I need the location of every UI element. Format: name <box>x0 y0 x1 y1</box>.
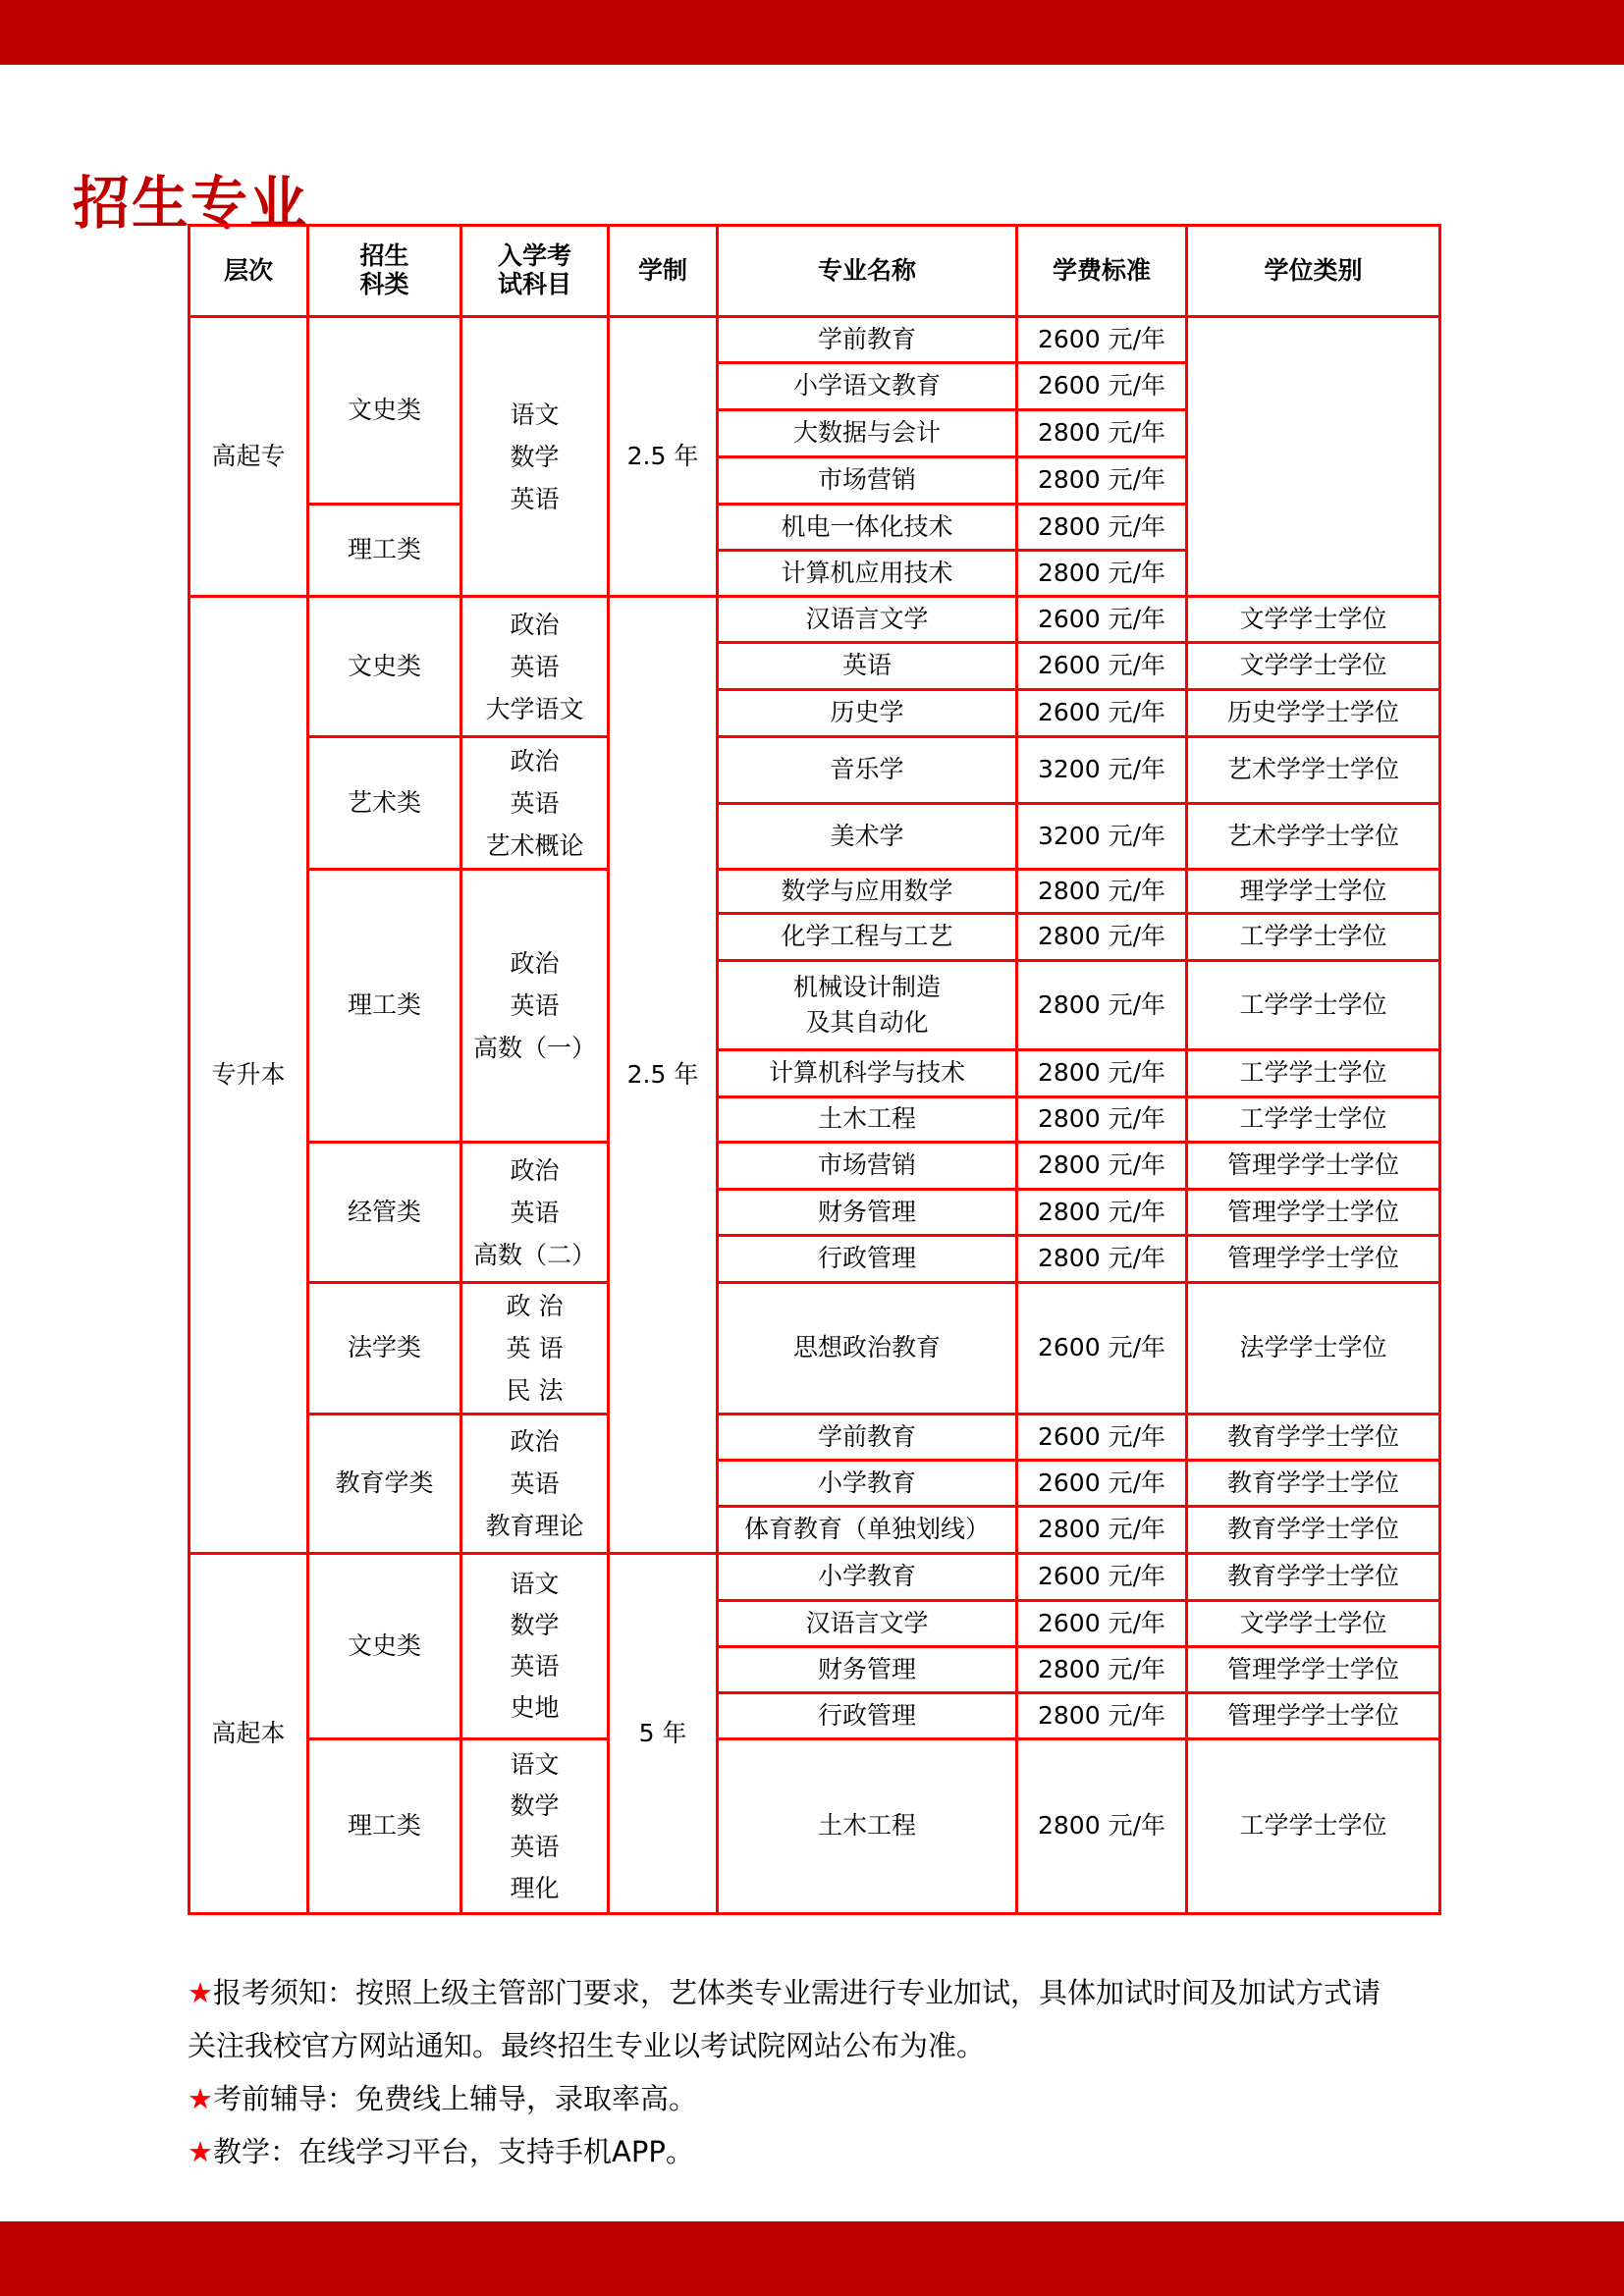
major-cell: 机电一体化技术 <box>718 505 1017 551</box>
degree-cell: 工学学士学位 <box>1187 914 1440 961</box>
major-cell: 财务管理 <box>718 1647 1017 1693</box>
major-cell: 数学与应用数学 <box>718 870 1017 914</box>
major-cell: 学前教育 <box>718 1415 1017 1461</box>
degree-cell: 法学学士学位 <box>1187 1283 1440 1415</box>
degree-cell: 文学学士学位 <box>1187 597 1440 643</box>
major-cell: 汉语言文学 <box>718 1601 1017 1647</box>
category-cell: 文史类 <box>308 597 461 737</box>
header-category: 招生 科类 <box>308 226 461 317</box>
category-cell: 理工类 <box>308 1739 461 1914</box>
subjects-cell: 语文 数学 英语 史地 <box>461 1554 609 1739</box>
major-cell: 计算机应用技术 <box>718 551 1017 597</box>
fee-cell: 2800 元/年 <box>1017 1693 1187 1739</box>
fee-cell: 3200 元/年 <box>1017 737 1187 804</box>
degree-cell: 工学学士学位 <box>1187 961 1440 1050</box>
table-row <box>189 737 1440 804</box>
note-teaching: ★教学：在线学习平台，支持手机APP。 <box>188 2135 694 2168</box>
header-degree: 学位类别 <box>1187 226 1440 317</box>
degree-cell: 管理学学士学位 <box>1187 1190 1440 1236</box>
major-cell: 土木工程 <box>718 1097 1017 1143</box>
fee-cell: 2600 元/年 <box>1017 317 1187 363</box>
star-icon: ★ <box>188 2082 213 2115</box>
fee-cell: 2600 元/年 <box>1017 597 1187 643</box>
degree-cell: 艺术学学士学位 <box>1187 737 1440 804</box>
degree-cell: 工学学士学位 <box>1187 1097 1440 1143</box>
major-cell: 市场营销 <box>718 457 1017 505</box>
fee-cell: 2800 元/年 <box>1017 1097 1187 1143</box>
top-banner <box>0 0 1624 65</box>
fee-cell: 3200 元/年 <box>1017 804 1187 870</box>
fee-cell: 2800 元/年 <box>1017 1647 1187 1693</box>
degree-cell: 历史学学士学位 <box>1187 690 1440 737</box>
degree-cell: 理学学士学位 <box>1187 870 1440 914</box>
major-cell: 音乐学 <box>718 737 1017 804</box>
header-level: 层次 <box>189 226 308 317</box>
duration-cell: 5 年 <box>609 1554 718 1914</box>
fee-cell: 2600 元/年 <box>1017 643 1187 690</box>
major-cell: 历史学 <box>718 690 1017 737</box>
fee-cell: 2600 元/年 <box>1017 1415 1187 1461</box>
subjects-cell: 政 治 英 语 民 法 <box>461 1283 609 1415</box>
major-cell: 体育教育（单独划线） <box>718 1507 1017 1554</box>
page-title: 招生专业 <box>73 170 309 237</box>
table-row <box>189 317 1440 363</box>
header-fee: 学费标准 <box>1017 226 1187 317</box>
table-row <box>189 1143 1440 1190</box>
category-cell: 艺术类 <box>308 737 461 870</box>
fee-cell: 2800 元/年 <box>1017 1236 1187 1283</box>
subjects-cell: 政治 英语 大学语文 <box>461 597 609 737</box>
note-exam-notice: ★报考须知：按照上级主管部门要求，艺体类专业需进行专业加试，具体加试时间及加试方式请 关注我校官方网站通知。最终招生专业以考试院网站公布为准。 <box>188 1976 1381 2062</box>
fee-cell: 2800 元/年 <box>1017 961 1187 1050</box>
bottom-banner <box>0 2221 1624 2296</box>
notes <box>188 1966 1464 2178</box>
major-cell: 行政管理 <box>718 1236 1017 1283</box>
fee-cell: 2800 元/年 <box>1017 870 1187 914</box>
major-cell: 行政管理 <box>718 1693 1017 1739</box>
fee-cell: 2800 元/年 <box>1017 457 1187 505</box>
subjects-cell: 政治 英语 教育理论 <box>461 1415 609 1554</box>
degree-cell: 管理学学士学位 <box>1187 1693 1440 1739</box>
fee-cell: 2800 元/年 <box>1017 1739 1187 1914</box>
header-duration: 学制 <box>609 226 718 317</box>
degree-cell <box>1187 317 1440 597</box>
table-row <box>189 1415 1440 1461</box>
fee-cell: 2800 元/年 <box>1017 551 1187 597</box>
fee-cell: 2800 元/年 <box>1017 914 1187 961</box>
category-cell: 理工类 <box>308 870 461 1143</box>
fee-cell: 2800 元/年 <box>1017 505 1187 551</box>
major-cell: 计算机科学与技术 <box>718 1050 1017 1097</box>
fee-cell: 2600 元/年 <box>1017 690 1187 737</box>
degree-cell: 教育学学士学位 <box>1187 1507 1440 1554</box>
major-cell: 小学语文教育 <box>718 363 1017 410</box>
category-cell: 文史类 <box>308 317 461 505</box>
level-cell: 高起专 <box>189 317 308 597</box>
table-row <box>189 870 1440 914</box>
degree-cell: 管理学学士学位 <box>1187 1236 1440 1283</box>
major-cell: 小学教育 <box>718 1461 1017 1507</box>
subjects-cell: 语文 数学 英语 <box>461 317 609 597</box>
level-cell: 高起本 <box>189 1554 308 1914</box>
star-icon: ★ <box>188 2135 213 2168</box>
star-icon: ★ <box>188 1976 213 2009</box>
major-cell: 小学教育 <box>718 1554 1017 1601</box>
fee-cell: 2800 元/年 <box>1017 410 1187 457</box>
table-row <box>189 1739 1440 1914</box>
fee-cell: 2600 元/年 <box>1017 1283 1187 1415</box>
fee-cell: 2600 元/年 <box>1017 363 1187 410</box>
major-cell: 汉语言文学 <box>718 597 1017 643</box>
fee-cell: 2600 元/年 <box>1017 1601 1187 1647</box>
duration-cell: 2.5 年 <box>609 317 718 597</box>
major-cell: 化学工程与工艺 <box>718 914 1017 961</box>
category-cell: 理工类 <box>308 505 461 597</box>
major-cell: 思想政治教育 <box>718 1283 1017 1415</box>
fee-cell: 2800 元/年 <box>1017 1050 1187 1097</box>
subjects-cell: 政治 英语 高数（一） <box>461 870 609 1143</box>
note-tutoring: ★考前辅导：免费线上辅导，录取率高。 <box>188 2082 698 2115</box>
degree-cell: 教育学学士学位 <box>1187 1554 1440 1601</box>
major-cell: 财务管理 <box>718 1190 1017 1236</box>
subjects-cell: 语文 数学 英语 理化 <box>461 1739 609 1914</box>
major-cell: 大数据与会计 <box>718 410 1017 457</box>
header-row <box>189 226 1440 317</box>
header-exam-subjects: 入学考 试科目 <box>461 226 609 317</box>
table-row <box>189 597 1440 643</box>
fee-cell: 2800 元/年 <box>1017 1190 1187 1236</box>
fee-cell: 2800 元/年 <box>1017 1507 1187 1554</box>
table-row <box>189 1283 1440 1415</box>
header-major: 专业名称 <box>718 226 1017 317</box>
major-cell: 市场营销 <box>718 1143 1017 1190</box>
degree-cell: 管理学学士学位 <box>1187 1143 1440 1190</box>
degree-cell: 工学学士学位 <box>1187 1739 1440 1914</box>
duration-cell: 2.5 年 <box>609 597 718 1554</box>
major-cell: 英语 <box>718 643 1017 690</box>
major-cell: 机械设计制造 及其自动化 <box>718 961 1017 1050</box>
category-cell: 经管类 <box>308 1143 461 1283</box>
major-cell: 美术学 <box>718 804 1017 870</box>
major-cell: 学前教育 <box>718 317 1017 363</box>
degree-cell: 教育学学士学位 <box>1187 1415 1440 1461</box>
category-cell: 文史类 <box>308 1554 461 1739</box>
degree-cell: 文学学士学位 <box>1187 643 1440 690</box>
fee-cell: 2800 元/年 <box>1017 1143 1187 1190</box>
majors-table <box>188 224 1441 1915</box>
subjects-cell: 政治 英语 艺术概论 <box>461 737 609 870</box>
category-cell: 法学类 <box>308 1283 461 1415</box>
degree-cell: 教育学学士学位 <box>1187 1461 1440 1507</box>
degree-cell: 艺术学学士学位 <box>1187 804 1440 870</box>
degree-cell: 管理学学士学位 <box>1187 1647 1440 1693</box>
level-cell: 专升本 <box>189 597 308 1554</box>
table-row <box>189 1554 1440 1601</box>
degree-cell: 文学学士学位 <box>1187 1601 1440 1647</box>
fee-cell: 2600 元/年 <box>1017 1461 1187 1507</box>
major-cell: 土木工程 <box>718 1739 1017 1914</box>
fee-cell: 2600 元/年 <box>1017 1554 1187 1601</box>
subjects-cell: 政治 英语 高数（二） <box>461 1143 609 1283</box>
degree-cell: 工学学士学位 <box>1187 1050 1440 1097</box>
category-cell: 教育学类 <box>308 1415 461 1554</box>
